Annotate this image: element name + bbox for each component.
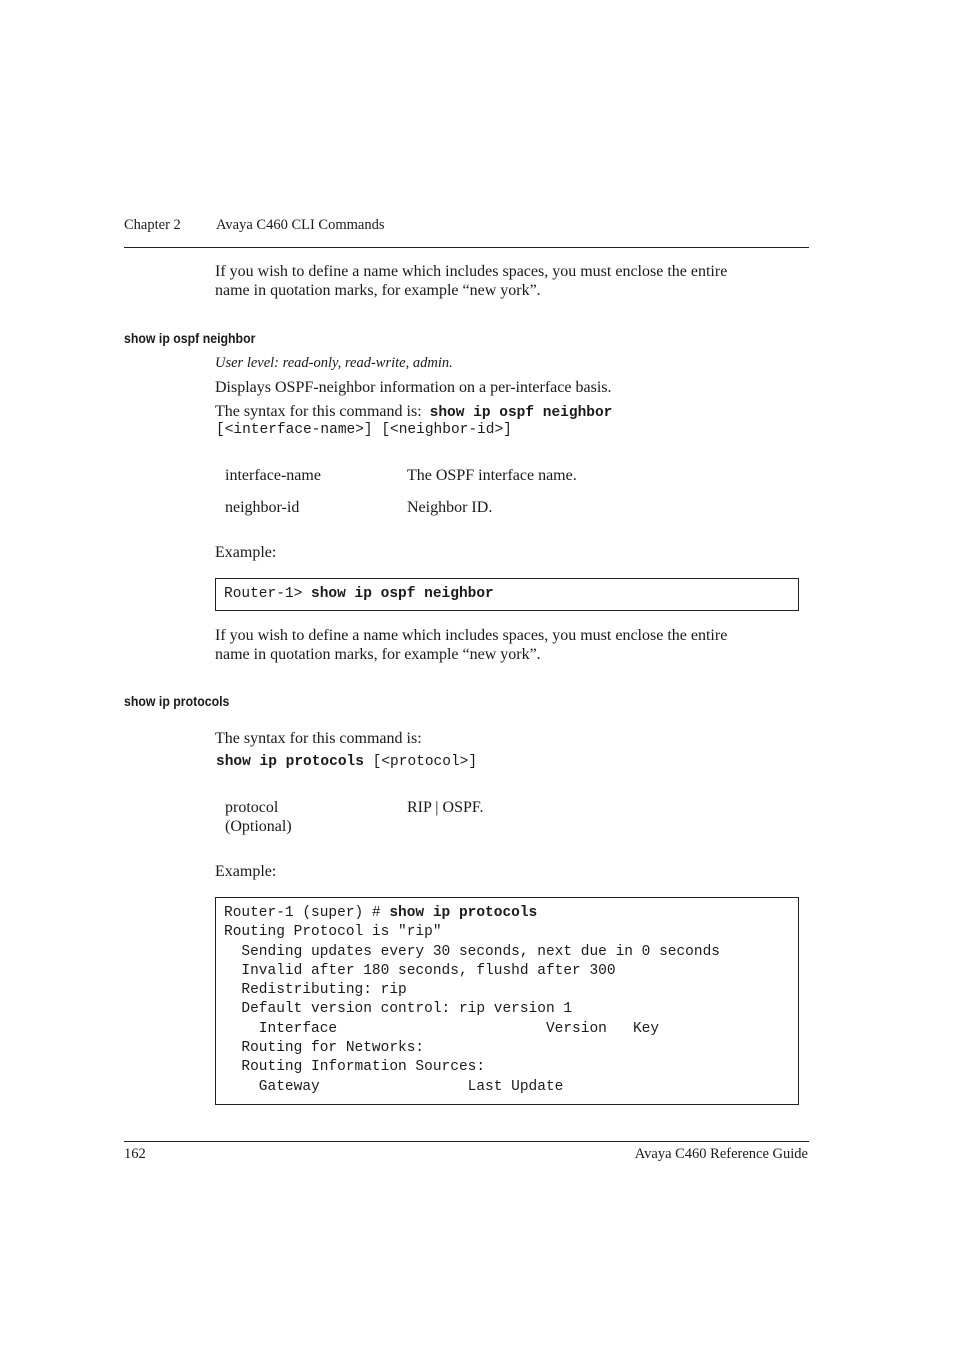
example-label: Example: — [215, 544, 277, 561]
ospf-syntax-args: [<interface-name>] [<neighbor-id>] — [216, 422, 512, 438]
code-command: show ip protocols — [389, 905, 538, 921]
syntax-command: show ip protocols — [216, 754, 364, 770]
protocols-syntax — [216, 754, 477, 770]
code-line: Routing for Networks: — [224, 1040, 425, 1057]
param-optional: (Optional) — [225, 818, 292, 835]
ospf-syntax — [215, 402, 612, 423]
code-example-protocols — [215, 897, 799, 1105]
code-block — [224, 904, 720, 1097]
code-command: show ip ospf neighbor — [311, 586, 494, 602]
user-level: User level: read-only, read-write, admin. — [215, 355, 453, 371]
section-heading-ospf-neighbor: show ip ospf neighbor — [124, 330, 256, 346]
code-line: Routing Protocol is "rip" — [224, 924, 442, 941]
protocols-syntax-prefix: The syntax for this command is: — [215, 730, 422, 747]
code-prompt: Router-1 (super) # — [224, 905, 390, 921]
code-line — [224, 585, 494, 604]
header-rule — [124, 247, 809, 248]
code-line: Invalid after 180 seconds, flushd after 300 — [224, 962, 616, 979]
intro-line-2: name in quotation marks, for example “new york”. — [215, 282, 541, 299]
footer-guide-title: Avaya C460 Reference Guide — [634, 1146, 808, 1162]
syntax-prefix: The syntax for this command is: — [215, 403, 422, 420]
note-line-2: name in quotation marks, for example “new york”. — [215, 646, 541, 663]
intro-paragraph — [215, 262, 727, 300]
code-prompt: Router-1> — [224, 586, 312, 602]
code-line: Gateway Last Update — [224, 1078, 564, 1095]
code-line: Routing Information Sources: — [224, 1059, 486, 1076]
code-line: Sending updates every 30 seconds, next due in 0 seconds — [224, 943, 720, 960]
param-desc: RIP | OSPF. — [407, 799, 484, 816]
param-name: neighbor-id — [225, 499, 300, 516]
code-example-ospf — [215, 578, 799, 611]
code-line: Redistributing: rip — [224, 982, 407, 999]
footer-rule — [124, 1141, 809, 1142]
param-name: interface-name — [225, 467, 321, 484]
header-chapter: Chapter 2 — [124, 217, 181, 233]
note-line-1: If you wish to define a name which includes spaces, you must enclose the entire — [215, 627, 728, 644]
section-heading-ip-protocols: show ip protocols — [124, 693, 230, 709]
syntax-args: [<protocol>] — [363, 754, 478, 770]
param-name-line: protocol — [225, 799, 279, 816]
intro-line-1: If you wish to define a name which includes spaces, you must enclose the entire — [215, 263, 728, 280]
ospf-description: Displays OSPF-neighbor information on a per-interface basis. — [215, 379, 612, 396]
param-desc: Neighbor ID. — [407, 499, 493, 516]
header-title: Avaya C460 CLI Commands — [216, 217, 385, 233]
user-level-text — [215, 354, 453, 373]
param-desc: The OSPF interface name. — [407, 467, 577, 484]
ospf-note-paragraph — [215, 626, 727, 664]
example-label: Example: — [215, 863, 277, 880]
syntax-command: show ip ospf neighbor — [429, 405, 613, 421]
code-line — [224, 904, 720, 923]
page-number: 162 — [124, 1146, 146, 1162]
code-line: Default version control: rip version 1 — [224, 1001, 573, 1018]
param-name — [225, 798, 292, 836]
code-line: Interface Version Key — [224, 1020, 660, 1037]
